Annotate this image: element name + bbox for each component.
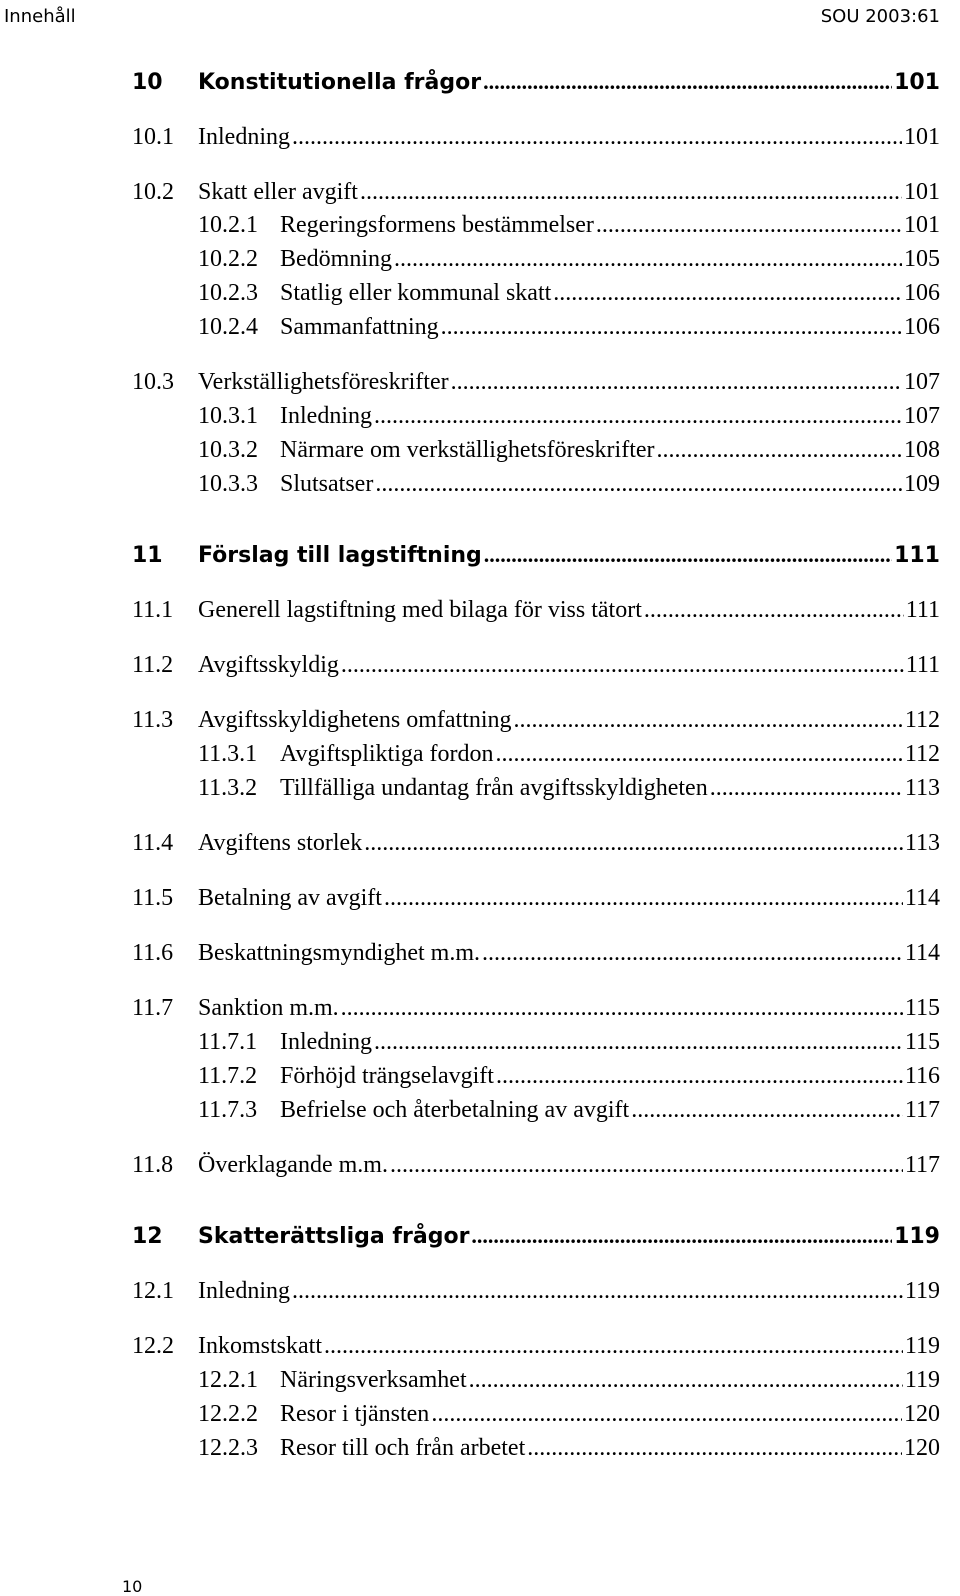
toc-number: 10.3.3 [198, 471, 258, 497]
dot-leader [374, 1026, 903, 1058]
toc-page: 111 [905, 652, 940, 678]
toc-subsection[interactable] [198, 400, 940, 432]
toc-title: Inledning [280, 403, 372, 429]
toc-subsection[interactable] [198, 209, 940, 241]
toc-number: 12.2 [132, 1333, 174, 1359]
toc-title: Inledning [198, 1278, 290, 1304]
dot-leader [292, 1275, 903, 1307]
toc-subsection[interactable] [198, 1094, 940, 1126]
toc-number: 12.1 [132, 1278, 174, 1304]
toc-number: 11 [132, 543, 163, 568]
toc-title: Skatt eller avgift [198, 179, 358, 205]
toc-title: Näringsverksamhet [280, 1367, 467, 1393]
dot-leader [644, 594, 904, 626]
dot-leader [710, 772, 903, 804]
toc-number: 12 [132, 1224, 163, 1249]
toc-number: 12.2.3 [198, 1435, 258, 1461]
toc-page: 113 [904, 830, 940, 856]
toc-number: 11.7.3 [198, 1097, 258, 1123]
toc-title: Förslag till lagstiftning [198, 543, 482, 568]
toc-section[interactable] [132, 594, 940, 626]
toc-page: 112 [904, 707, 940, 733]
toc-title: Inkomstskatt [198, 1333, 322, 1359]
toc-page: 101 [894, 70, 940, 95]
toc-title: Beskattningsmyndighet m.m. [198, 940, 480, 966]
running-header-section: Innehåll [4, 6, 76, 27]
page-number: 10 [122, 1577, 143, 1596]
toc-page: 120 [904, 1435, 940, 1461]
toc-subsection[interactable] [198, 434, 940, 466]
dot-leader [527, 1432, 902, 1464]
toc-number: 11.3.1 [198, 741, 258, 767]
toc-number: 11.5 [132, 885, 174, 911]
toc-subsection[interactable] [198, 1060, 940, 1092]
toc-page: 105 [904, 246, 940, 272]
toc-section[interactable] [132, 121, 940, 153]
toc-page: 120 [904, 1401, 940, 1427]
toc-number: 10.3.1 [198, 403, 258, 429]
toc-section[interactable] [132, 882, 940, 914]
dot-leader [482, 937, 903, 969]
toc-page: 108 [904, 437, 940, 463]
toc-subsection[interactable] [198, 277, 940, 309]
toc-page: 107 [904, 369, 940, 395]
toc-number: 10.1 [132, 124, 174, 150]
toc-title: Slutsatser [280, 471, 374, 497]
toc-title: Befrielse och återbetalning av avgift [280, 1097, 630, 1123]
toc-title: Inledning [280, 1029, 372, 1055]
toc-number: 10.2.4 [198, 314, 258, 340]
toc-title: Resor till och från arbetet [280, 1435, 526, 1461]
toc-subsection[interactable] [198, 243, 940, 275]
toc-section[interactable] [132, 366, 940, 398]
toc-number: 12.2.2 [198, 1401, 258, 1427]
toc-number: 11.3 [132, 707, 174, 733]
toc-section[interactable] [132, 649, 940, 681]
toc-page: 106 [904, 280, 940, 306]
dot-leader [364, 827, 903, 859]
toc-title: Förhöjd trängselavgift [280, 1063, 494, 1089]
toc-page: 106 [904, 314, 940, 340]
toc-title: Avgiftens storlek [198, 830, 363, 856]
toc-title: Avgiftspliktiga fordon [280, 741, 494, 767]
toc-page: 119 [904, 1333, 940, 1359]
toc-page: 115 [904, 1029, 940, 1055]
toc-chapter[interactable] [132, 539, 940, 571]
toc-number: 11.3.2 [198, 775, 258, 801]
toc-subsection[interactable] [198, 311, 940, 343]
toc-page: 111 [905, 597, 940, 623]
toc-page: 112 [904, 741, 940, 767]
dot-leader [441, 311, 902, 343]
dot-leader [341, 992, 903, 1024]
toc-page: 117 [904, 1152, 940, 1178]
toc-page: 119 [904, 1278, 940, 1304]
dot-leader [390, 1149, 903, 1181]
toc-section[interactable] [132, 1149, 940, 1181]
toc-number: 11.4 [132, 830, 174, 856]
toc-title: Sammanfattning [280, 314, 439, 340]
dot-leader [657, 434, 902, 466]
toc-page: 114 [904, 940, 940, 966]
toc-title: Inledning [198, 124, 290, 150]
toc-page: 113 [904, 775, 940, 801]
toc-title: Bedömning [280, 246, 392, 272]
toc-page: 101 [904, 212, 940, 238]
toc-title: Betalning av avgift [198, 885, 382, 911]
dot-leader [631, 1094, 903, 1126]
toc-number: 11.8 [132, 1152, 174, 1178]
toc-number: 12.2.1 [198, 1367, 258, 1393]
toc-page: 109 [904, 471, 940, 497]
toc-title: Generell lagstiftning med bilaga för viss tätort [198, 597, 642, 623]
toc-section[interactable] [132, 1275, 940, 1307]
toc-page: 115 [904, 995, 940, 1021]
dot-leader [553, 277, 902, 309]
toc-section[interactable] [132, 937, 940, 969]
toc-number: 11.7.1 [198, 1029, 258, 1055]
dot-leader [292, 121, 902, 153]
dot-leader [360, 176, 902, 208]
toc-page: 107 [904, 403, 940, 429]
toc-section[interactable] [132, 704, 940, 736]
toc-page: 101 [904, 179, 940, 205]
toc-title: Avgiftsskyldig [198, 652, 339, 678]
toc-page: 117 [904, 1097, 940, 1123]
toc-page: 111 [894, 543, 940, 568]
toc-number: 10 [132, 70, 163, 95]
toc-subsection[interactable] [198, 1364, 940, 1396]
toc-section[interactable] [132, 1330, 940, 1362]
toc-title: Resor i tjänsten [280, 1401, 430, 1427]
dot-leader [484, 539, 892, 571]
dot-leader [596, 209, 902, 241]
dot-leader [394, 243, 902, 275]
toc-number: 11.7 [132, 995, 174, 1021]
toc-title: Sanktion m.m. [198, 995, 339, 1021]
toc-title: Regeringsformens bestämmelser [280, 212, 594, 238]
toc-number: 11.7.2 [198, 1063, 258, 1089]
toc-subsection[interactable] [198, 1398, 940, 1430]
toc-chapter[interactable] [132, 66, 940, 98]
toc-title: Tillfälliga undantag från avgiftsskyldigheten [280, 775, 708, 801]
dot-leader [496, 738, 903, 770]
toc-section[interactable] [132, 176, 940, 208]
dot-leader [324, 1330, 903, 1362]
toc-number: 11.2 [132, 652, 174, 678]
dot-leader [341, 649, 904, 681]
dot-leader [374, 400, 902, 432]
toc-page: 116 [904, 1063, 940, 1089]
toc-page: 114 [904, 885, 940, 911]
toc-page: 119 [904, 1367, 940, 1393]
toc-number: 10.3.2 [198, 437, 258, 463]
toc-title: Konstitutionella frågor [198, 70, 482, 95]
toc-title: Skatterättsliga frågor [198, 1224, 470, 1249]
toc-number: 10.2 [132, 179, 174, 205]
toc-number: 10.3 [132, 369, 174, 395]
toc-subsection[interactable] [198, 738, 940, 770]
toc-subsection[interactable] [198, 1026, 940, 1058]
toc-section[interactable] [132, 992, 940, 1024]
dot-leader [431, 1398, 902, 1430]
dot-leader [483, 66, 892, 98]
toc-page: 119 [894, 1224, 940, 1249]
toc-page: 101 [904, 124, 940, 150]
dot-leader [451, 366, 902, 398]
dot-leader [496, 1060, 903, 1092]
toc-subsection[interactable] [198, 468, 940, 500]
dot-leader [375, 468, 902, 500]
toc-number: 11.1 [132, 597, 174, 623]
dot-leader [384, 882, 903, 914]
toc-number: 10.2.1 [198, 212, 258, 238]
dot-leader [469, 1364, 903, 1396]
running-header-report-id: SOU 2003:61 [820, 6, 940, 27]
dot-leader [471, 1220, 892, 1252]
toc-subsection[interactable] [198, 772, 940, 804]
toc-number: 10.2.2 [198, 246, 258, 272]
dot-leader [514, 704, 903, 736]
toc-title: Statlig eller kommunal skatt [280, 280, 552, 306]
toc-chapter[interactable] [132, 1220, 940, 1252]
toc-title: Verkställighetsföreskrifter [198, 369, 449, 395]
toc-subsection[interactable] [198, 1432, 940, 1464]
toc-title: Avgiftsskyldighetens omfattning [198, 707, 512, 733]
toc-number: 10.2.3 [198, 280, 258, 306]
toc-title: Överklagande m.m. [198, 1152, 388, 1178]
toc-section[interactable] [132, 827, 940, 859]
toc-number: 11.6 [132, 940, 174, 966]
toc-title: Närmare om verkställighetsföreskrifter [280, 437, 655, 463]
